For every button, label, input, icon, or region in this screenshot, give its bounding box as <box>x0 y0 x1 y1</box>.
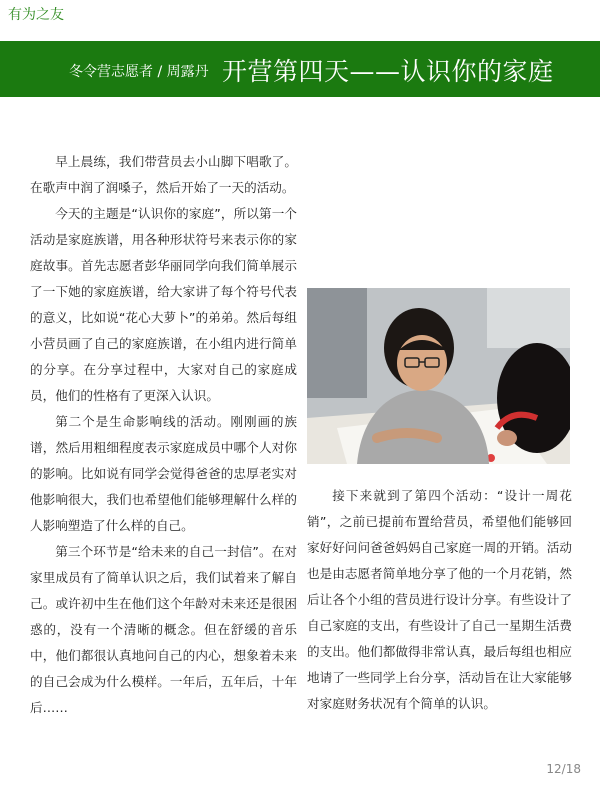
article-column-left <box>30 149 297 721</box>
activity-photo <box>307 288 570 464</box>
header-banner <box>0 41 600 97</box>
paragraph: 第三个环节是“给未来的自己一封信”。在对家里成员有了简单认识之后，我们试着来了解自己。或许初中生在他们这个年龄对未来还是很困惑的，没有一个清晰的概念。但在舒缓的音乐中，他们都很认真地问自己的内心，想象着未来的自己会成为什么模样。一年后，五年后，十年后…… <box>30 544 297 715</box>
paragraph: 第二个是生命影响线的活动。刚刚画的族谱，然后用粗细程度表示家庭成员中哪个人对你的影响。比如说有同学会觉得爸爸的忠厚老实对他影响很大，我们也希望他们能够理解什么样的人影响塑造了什么样的自己。 <box>30 414 297 533</box>
article-column-right <box>307 483 572 717</box>
brand-logo-text: 有为之友 <box>8 7 64 23</box>
paragraph: 今天的主题是“认识你的家庭”，所以第一个活动是家庭族谱，用各种形状符号来表示你的家庭故事。首先志愿者彭华丽同学向我们简单展示了一下她的家庭族谱，给大家讲了每个符号代表的意义，比如说“花心大萝卜”的弟弟。然后每组小营员画了自己的家庭族谱，在小组内进行简单的分享。在分享过程中，大家对自己的家庭成员，他们的性格有了更深入认识。 <box>30 206 297 403</box>
paragraph: 接下来就到了第四个活动：“设计一周花销”，之前已提前布置给营员，希望他们能够回家好好问问爸爸妈妈自己家庭一周的开销。活动也是由志愿者简单地分享了他的一个月花销，然后让各个小组的营员进行设计分享。有些设计了自己家庭的支出，有些设计了自己一星期生活费的支出。他们都做得非常认真，最后每组也相应地请了一些同学上台分享，活动旨在让大家能够对家庭财务状况有个简单的认识。 <box>307 488 572 711</box>
paragraph: 早上晨练，我们带营员去小山脚下唱歌了。在歌声中润了润嗓子，然后开始了一天的活动。 <box>30 154 297 195</box>
page-number: 12/18 <box>546 762 581 776</box>
article-title: 开营第四天——认识你的家庭 <box>222 57 554 86</box>
article-author: 冬令营志愿者 / 周露丹 <box>69 64 209 80</box>
